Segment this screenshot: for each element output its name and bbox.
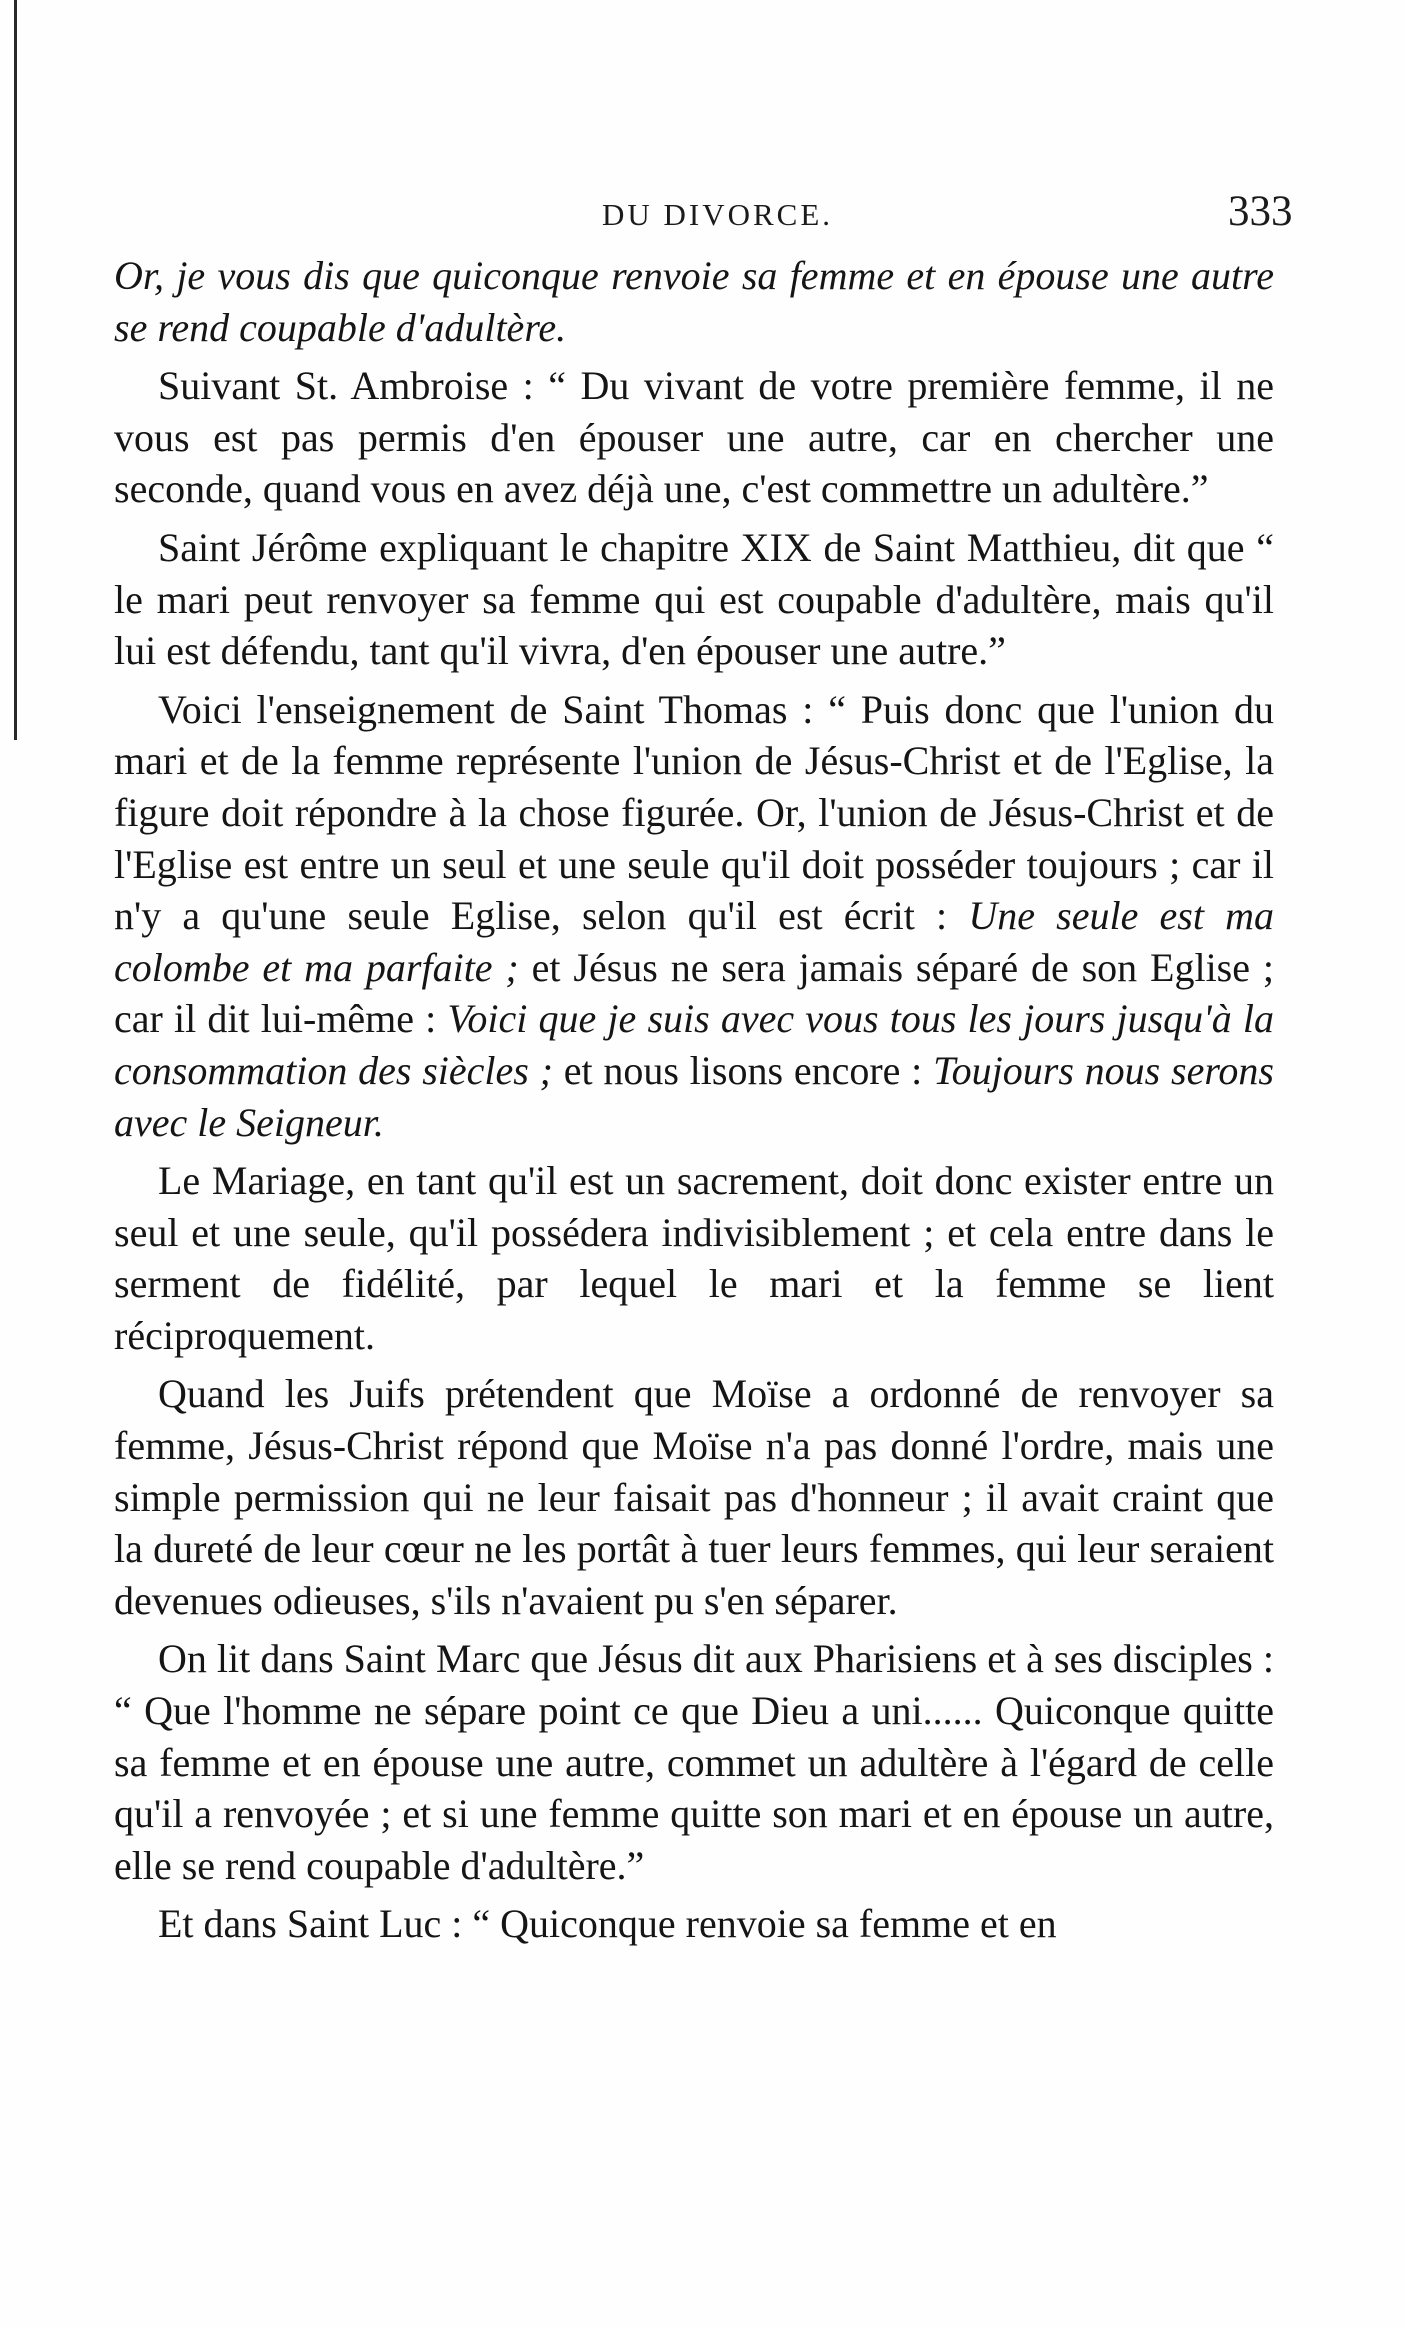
body-text bbox=[114, 250, 1274, 1950]
paragraph bbox=[114, 360, 1274, 515]
paragraph bbox=[114, 1368, 1274, 1626]
paragraph bbox=[114, 1155, 1274, 1361]
text-span: Et dans Saint Luc : “ Quiconque renvoie sa femme et en bbox=[158, 1901, 1057, 1947]
text-span: et Jésus ne sera jamais séparé de son Eglise ; car il dit lui-même : bbox=[114, 944, 1274, 1042]
text-span: Suivant St. Ambroise : “ Du vivant de votre première femme, il ne vous est pas permis d'en épouser une autre, car en chercher une seconde, quand vous en avez déjà une, c'est commettre un adultère.” bbox=[114, 363, 1274, 512]
page-binding-edge bbox=[14, 0, 17, 740]
text-span: Voici l'enseignement de Saint Thomas : “ Puis donc que l'union du mari et de la femme représente l'union de Jésus-Christ et de l'Eglise, la figure doit répondre à la chose figurée. Or, l'union de Jésus-Christ et de l'Eglise est entre un seul et une seule qu'il doit posséder toujours ; car il n'y a qu'une seule Eglise, selon qu'il est écrit : bbox=[114, 686, 1274, 939]
text-span: Saint Jérôme expliquant le chapitre XIX de Saint Matthieu, dit que “ le mari peut renvoyer sa femme qui est coupable d'adultère, mais qu'il lui est défendu, tant qu'il vivra, d'en épouser une autre.” bbox=[114, 524, 1274, 674]
text-span: et nous lisons encore : bbox=[552, 1047, 934, 1093]
page-header bbox=[0, 185, 1405, 245]
text-span: On lit dans Saint Marc que Jésus dit aux Pharisiens et à ses disciples : “ Que l'homme ne sépare point ce que Dieu a uni...... Quiconque quitte sa femme et en épouse une autre, commet un adultère à l'égard de celle qu'il a renvoyée ; et si une femme quitte son mari et en épouse un autre, elle se rend coupable d'adultère.” bbox=[114, 1636, 1274, 1888]
italic-span: Toujours nous serons avec le Seigneur. bbox=[114, 1047, 1274, 1145]
text-span: Quand les Juifs prétendent que Moïse a ordonné de renvoyer sa femme, Jésus-Christ répond que Moïse n'a pas donné l'ordre, mais une simple permission qui ne leur faisait pas d'honneur ; il avait craint que la dureté de leur cœur ne les portât à tuer leurs femmes, qui leur seraient devenues odieuses, s'ils n'avaient pu s'en séparer. bbox=[114, 1371, 1274, 1623]
paragraph bbox=[114, 1898, 1274, 1950]
text-span: Le Mariage, en tant qu'il est un sacrement, doit donc exister entre un seul et une seule, qu'il possédera indivisiblement ; et cela entre dans le serment de fidélité, par lequel le mari et la femme se lient réciproquement. bbox=[114, 1158, 1274, 1358]
paragraph bbox=[114, 1633, 1274, 1891]
page-number: 333 bbox=[1228, 188, 1293, 235]
paragraph bbox=[114, 522, 1274, 677]
running-head: DU DIVORCE. bbox=[602, 197, 834, 232]
paragraph bbox=[114, 250, 1274, 353]
italic-span: Or, je vous dis que quiconque renvoie sa femme et en épouse une autre se rend coupable d'adultère. bbox=[114, 253, 1274, 350]
paragraph bbox=[114, 684, 1274, 1148]
italic-span: Voici que je suis avec vous tous les jours jusqu'à la consommation des siècles ; bbox=[114, 996, 1274, 1093]
italic-span: Une seule est ma colombe et ma parfaite ; bbox=[114, 893, 1275, 990]
